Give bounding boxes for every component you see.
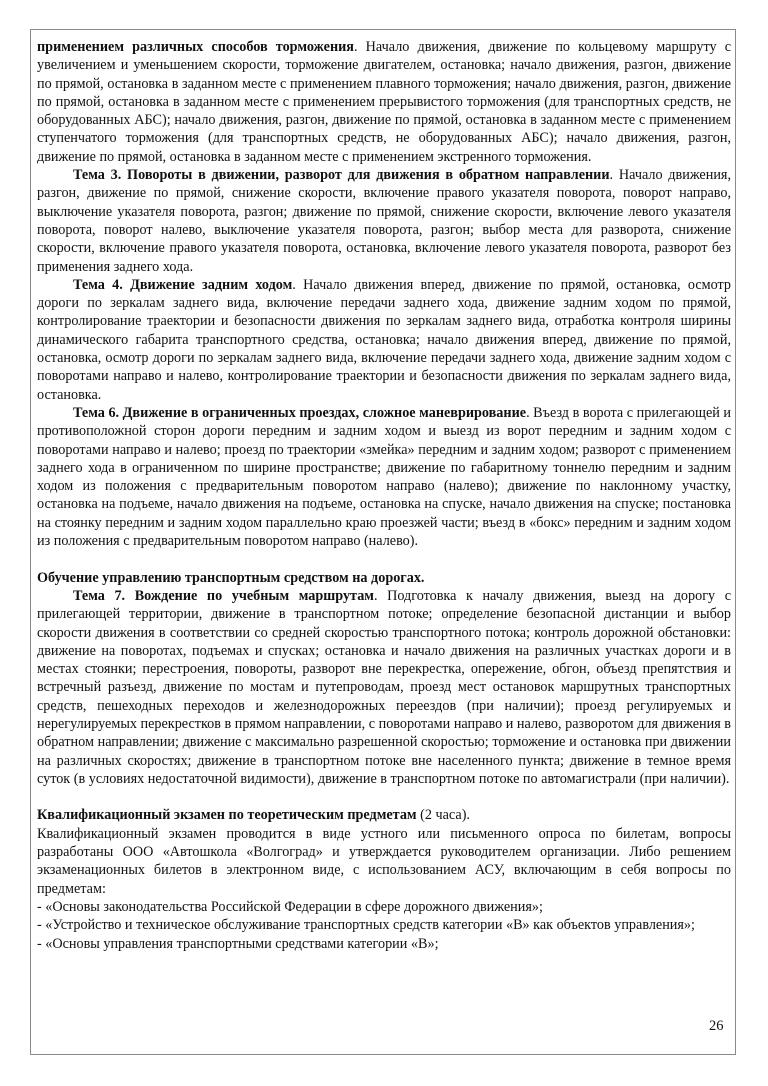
paragraph-text: . Начало движения вперед, движение по прямой, остановка, осмотр дороги по зеркалам заднего вида, включение передачи заднего хода, движение задним ходом по прямой, контролирование траектории и безопасности движения по зеркалам заднего вида, отработка контроля ширины динамического габарита транспортного средства, остановка; начало движения вперед, движение по прямой, остановка, осмотр дороги по зеркалам заднего вида, включение передачи заднего хода, движение задним ходом с поворотами направо и налево, контролирование траектории и безопасности движения по зеркалам заднего вида, остановка. <box>37 276 731 403</box>
page-number: 26 <box>709 1018 724 1034</box>
paragraph-text: . Въезд в ворота с прилегающей и противоположной сторон дороги передним и задним ходом и выезд из ворот передним и задним ходом с поворотами направо и налево; проезд по траектории «змейка» передним и задним ходом; разворот с применением заднего хода в ограниченном по ширине пространстве; движение по габаритному тоннелю передним и задним ходом из положения с предварительным поворотом направо (налево); движение по наклонному участку, остановка на подъеме, начало движения на подъеме, остановка на спуске, начало движения на спуске; постановка на стоянку передним и задним ходом параллельно краю проезжей части; въезд в «бокс» передним и задним ходом из положения с предварительным поворотом направо (налево). <box>37 404 732 550</box>
paragraph-heading: применением различных способов торможения <box>37 39 354 55</box>
paragraph-heading: Тема 3. Повороты в движении, разворот для движения в обратном направлении <box>73 167 610 184</box>
list-item-subject-2: - «Устройство и техническое обслуживание транспортных средств категории «В» как объектов управления»; <box>37 917 695 934</box>
blank-line <box>37 550 731 568</box>
paragraph-text: . Начало движения, разгон, движение по прямой, снижение скорости, включение правого указателя поворота, поворот направо, выключение указателя поворота, разгон; движение по прямой, снижение скорости, включение левого указателя поворота, поворот налево, выключение указателя поворота, разгон; выбор места для разворота, снижение скорости, включение правого указателя поворота, остановка, включение левого указателя поворота, разворот без применения заднего хода. <box>37 167 731 275</box>
section-heading-text: Обучение управлению транспортным средством на дорогах. <box>37 569 425 586</box>
paragraph-heading: Тема 7. Вождение по учебным маршрутам <box>73 587 374 604</box>
section-heading-text: Квалификационный экзамен по теоретическим предметам <box>37 807 417 824</box>
section-heading-suffix: (2 часа). <box>416 807 470 824</box>
paragraph-topic-3 <box>37 166 731 276</box>
paragraph-text: . Начало движения, движение по кольцевому маршруту с увеличением и уменьшением скорости, торможение двигателем, остановка; начало движения, разгон, движение по прямой, остановка в заданном месте с применением плавного торможения; начало движения, разгон, движение по прямой, остановка в заданном месте с применением прерывистого торможения (для транспортных средств, не оборудованных АБС); начало движения, разгон, движение по прямой, остановка в заданном месте с применением ступенчатого торможения (для транспортных средств, не оборудованных АБС); начало движения, разгон, движение по прямой, остановка в заданном месте с применением экстренного торможения. <box>37 39 731 165</box>
paragraph-heading: Тема 6. Движение в ограниченных проездах, сложное маневрирование <box>73 404 527 421</box>
paragraph-exam-description: Квалификационный экзамен проводится в виде устного или письменного опроса по билетам, вопросы разработаны ООО «Автошкола «Волгоград» и утверждается руководителем организации. Либо решением экзаменационных билетов в электронном виде, с использованием АСУ, включающим в себя вопросы по предметам: <box>37 825 731 897</box>
paragraph-topic-4 <box>37 276 731 404</box>
paragraph-topic-6 <box>37 404 731 550</box>
blank-line <box>37 788 731 806</box>
list-item-subject-3: - «Основы управления транспортными средствами категории «В»; <box>37 935 439 952</box>
list-item-subject-1: - «Основы законодательства Российской Федерации в сфере дорожного движения»; <box>37 898 543 915</box>
section-heading-road-training <box>37 569 731 587</box>
section-heading-exam <box>37 806 731 824</box>
paragraph-text: . Подготовка к началу движения, выезд на дорогу с прилегающей территории, движение в транспортном потоке; определение безопасной дистанции и выбор скорости движения в соответствии со средней скоростью транспортного потока; контроль дорожной обстановки: движение на поворотах, подъемах и спусках; остановка и начало движения на различных участках дороги и в местах стоянки; перестроения, повороты, разворот вне перекрестка, опережение, обгон, объезд препятствия и встречный разъезд, движение по мостам и путепроводам, проезд мест остановок маршрутных транспортных средств, пешеходных переходов и железнодорожных переездов (при наличии); проезд регулируемых и нерегулируемых перекрестков в прямом направлении, с поворотами направо и налево, разворотом для движения в обратном направлении; движение с максимально разрешенной скоростью; торможение и остановка при движении на различных скоростях; движение в транспортном потоке вне населенного пункта; движение в темное время суток (в условиях недостаточной видимости), движение в транспортном потоке по автомагистрали (при наличии). <box>37 587 732 787</box>
document-body <box>37 38 731 953</box>
paragraph-braking <box>37 38 731 166</box>
paragraph-topic-7 <box>37 587 731 788</box>
paragraph-heading: Тема 4. Движение задним ходом <box>73 276 293 293</box>
